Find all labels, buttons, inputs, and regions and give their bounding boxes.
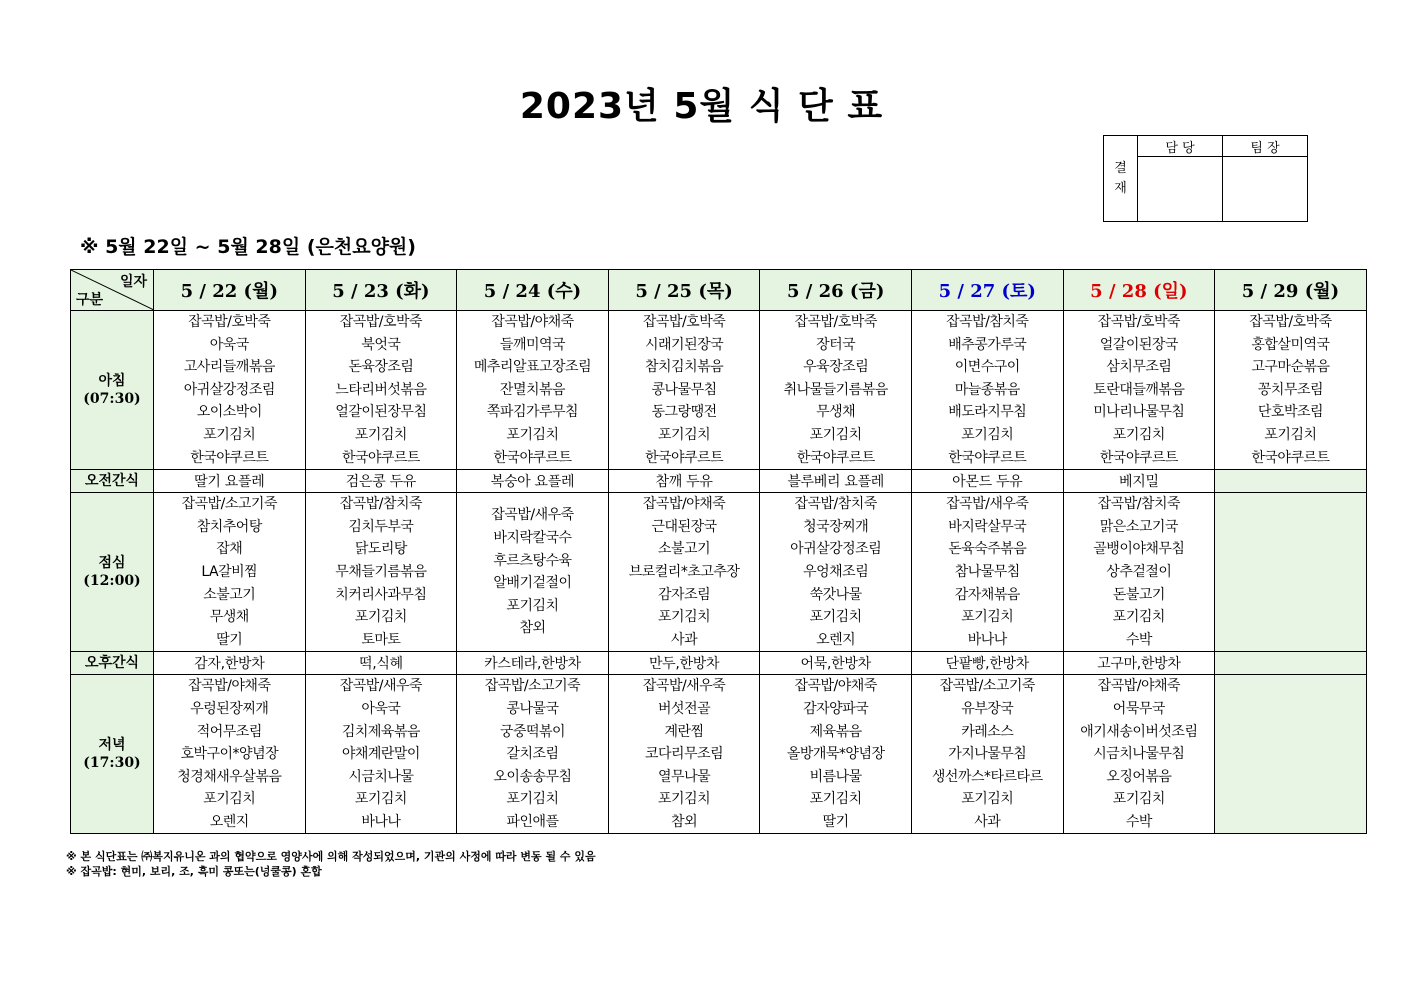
menu-item: 적어무조림 xyxy=(196,723,262,740)
menu-item: 포기김치 xyxy=(354,426,407,443)
menu-item: 참치추어탕 xyxy=(196,518,262,535)
approval-sign-manager[interactable] xyxy=(1138,157,1223,222)
snack-cell: 카스테라,한방차 xyxy=(457,652,609,675)
menu-cell xyxy=(1063,675,1215,834)
menu-cell xyxy=(911,675,1063,834)
menu-item: 애기새송이버섯조림 xyxy=(1080,723,1198,740)
menu-cell xyxy=(305,311,457,470)
menu-item: 치커리사과무침 xyxy=(335,586,427,603)
menu-item: 닭도리탕 xyxy=(354,541,407,558)
meal-time: (17:30) xyxy=(83,755,141,772)
menu-item: 포기김치 xyxy=(1112,609,1165,626)
menu-item: 미나리나물무침 xyxy=(1093,404,1185,421)
menu-item: 포기김치 xyxy=(658,609,711,626)
menu-item: 감자조림 xyxy=(658,586,711,603)
menu-item: 동그랑땡전 xyxy=(651,404,717,421)
menu-item: 딸기 xyxy=(822,813,849,830)
approval-col-leader: 팀 장 xyxy=(1223,136,1308,157)
approval-sign-leader[interactable] xyxy=(1223,157,1308,222)
period-heading: ※ 5월 22일 ~ 5월 28일 (은천요양원) xyxy=(80,236,416,258)
corner-cell xyxy=(71,270,154,311)
snack-cell xyxy=(1215,470,1367,493)
snack-cell: 고구마,한방차 xyxy=(1063,652,1215,675)
menu-item: 쑥갓나물 xyxy=(809,586,862,603)
meal-label-lunch xyxy=(71,493,154,652)
menu-item: 사과 xyxy=(671,631,698,648)
menu-item: 우렁된장찌개 xyxy=(190,700,269,717)
menu-cell xyxy=(1215,311,1367,470)
menu-cell xyxy=(1215,675,1367,834)
menu-item: 잡곡밥/호박죽 xyxy=(794,314,877,330)
approval-label: 결 재 xyxy=(1104,136,1138,222)
menu-item: 잡곡밥/호박죽 xyxy=(1249,314,1332,330)
snack-cell xyxy=(1215,652,1367,675)
menu-item: 청경채새우살볶음 xyxy=(177,768,282,785)
menu-item: 오징어볶음 xyxy=(1106,768,1172,785)
snack-cell: 아몬드 두유 xyxy=(911,470,1063,493)
footnote: ※ 본 식단표는 ㈜복지유니온 과의 협약으로 영양사에 의해 작성되었으며, 기관의 사정에 따라 변동 될 수 있음 xyxy=(66,850,596,863)
snack-cell: 딸기 요플레 xyxy=(154,470,306,493)
menu-item: 콩나물국 xyxy=(506,700,559,717)
snack-cell: 만두,한방차 xyxy=(608,652,760,675)
menu-item: 포기김치 xyxy=(658,426,711,443)
menu-item: 한국야쿠르트 xyxy=(1099,449,1178,466)
menu-item: 브로컬리*초고추장 xyxy=(628,563,740,580)
snack-cell: 참깨 두유 xyxy=(608,470,760,493)
menu-item: 감자채볶음 xyxy=(954,586,1020,603)
day-header-sunday: 5 / 28 (일) xyxy=(1063,270,1215,311)
menu-item: 한국야쿠르트 xyxy=(1251,449,1330,466)
menu-item: 돈육숙주볶음 xyxy=(948,541,1027,558)
menu-item: 장터국 xyxy=(816,336,856,353)
menu-item: 아욱국 xyxy=(209,336,249,353)
menu-item: 소불고기 xyxy=(658,541,711,558)
meal-label-dinner xyxy=(71,675,154,834)
menu-item: 포기김치 xyxy=(506,426,559,443)
menu-item: 잡곡밥/야채죽 xyxy=(188,678,271,695)
menu-item: 콩나물무침 xyxy=(651,381,717,398)
menu-cell xyxy=(305,675,457,834)
menu-item: 후르츠탕수육 xyxy=(493,552,572,569)
menu-item: 토란대들깨볶음 xyxy=(1093,381,1185,398)
day-header: 5 / 25 (목) xyxy=(608,270,760,311)
menu-item: 잡곡밥/호박죽 xyxy=(642,314,726,330)
day-header: 5 / 22 (월) xyxy=(154,270,306,311)
menu-item: 수박 xyxy=(1125,813,1152,830)
corner-category-label: 구분 xyxy=(76,292,104,308)
menu-item: 한국야쿠르트 xyxy=(341,449,420,466)
menu-item: 잡곡밥/참치죽 xyxy=(794,496,877,513)
snack-cell: 복숭아 요플레 xyxy=(457,470,609,493)
menu-item: 감자양파국 xyxy=(803,700,869,717)
menu-item: 홍합살미역국 xyxy=(1251,336,1330,353)
menu-item: 한국야쿠르트 xyxy=(796,449,875,466)
meal-name: 점심 xyxy=(98,555,126,572)
menu-item: 무생채 xyxy=(816,404,856,421)
menu-item: 포기김치 xyxy=(961,791,1014,808)
menu-item: 포기김치 xyxy=(203,426,256,443)
day-header-row xyxy=(71,270,1367,311)
menu-item: 고사리들깨볶음 xyxy=(183,359,275,376)
menu-cell xyxy=(457,675,609,834)
menu-cell xyxy=(305,493,457,652)
menu-item: 잡곡밥/참치죽 xyxy=(339,496,423,513)
footnotes xyxy=(66,849,596,879)
menu-cell xyxy=(608,493,760,652)
menu-item: 무채들기름볶음 xyxy=(335,563,427,580)
menu-item: 참외 xyxy=(671,813,698,830)
menu-item: 잡곡밥/호박죽 xyxy=(1097,314,1181,330)
menu-item: 고구마순볶음 xyxy=(1251,359,1330,376)
menu-cell xyxy=(1215,493,1367,652)
menu-item: 포기김치 xyxy=(1112,791,1165,808)
menu-item: LA갈비찜 xyxy=(201,563,258,580)
meal-name: 저녁 xyxy=(98,737,126,754)
menu-item: 돈육장조림 xyxy=(348,359,414,376)
menu-cell xyxy=(911,493,1063,652)
menu-item: 오렌지 xyxy=(816,631,856,648)
menu-item: 잡채 xyxy=(216,541,243,558)
menu-item: 시금치나물무침 xyxy=(1093,746,1185,763)
menu-cell xyxy=(760,493,912,652)
menu-item: 잡곡밥/소고기죽 xyxy=(484,678,581,695)
menu-item: 잡곡밥/새우죽 xyxy=(491,507,574,524)
meal-label-am-snack: 오전간식 xyxy=(71,470,154,493)
approval-col-manager: 담 당 xyxy=(1138,136,1223,157)
menu-item: 배추콩가루국 xyxy=(948,336,1027,353)
snack-cell: 베지밀 xyxy=(1063,470,1215,493)
menu-item: 사과 xyxy=(974,813,1001,830)
menu-item: 잡곡밥/야채죽 xyxy=(642,496,726,513)
menu-cell xyxy=(457,311,609,470)
menu-item: 어묵무국 xyxy=(1112,700,1165,717)
menu-item: 포기김치 xyxy=(354,609,407,626)
menu-item: 오이송송무침 xyxy=(493,768,572,785)
lunch-row xyxy=(71,493,1367,652)
menu-item: 한국야쿠르트 xyxy=(645,449,724,466)
day-header: 5 / 23 (화) xyxy=(305,270,457,311)
pm-snack-row xyxy=(71,652,1367,675)
menu-item: 잡곡밥/소고기죽 xyxy=(181,496,277,513)
menu-cell xyxy=(760,675,912,834)
menu-cell xyxy=(1063,493,1215,652)
menu-item: 포기김치 xyxy=(961,426,1014,443)
meal-time: (07:30) xyxy=(83,391,141,408)
menu-cell xyxy=(1063,311,1215,470)
menu-item: 오이소박이 xyxy=(196,404,262,421)
menu-item: 잡곡밥/호박죽 xyxy=(339,314,423,330)
menu-item: 궁중떡볶이 xyxy=(499,723,566,740)
menu-item: 아욱국 xyxy=(361,700,401,717)
menu-cell xyxy=(608,675,760,834)
menu-item: 코다리무조림 xyxy=(645,746,724,763)
menu-cell xyxy=(154,675,306,834)
menu-item: 잡곡밥/새우죽 xyxy=(642,678,726,695)
menu-item: 카레소스 xyxy=(961,723,1014,740)
menu-item: 한국야쿠르트 xyxy=(493,449,572,466)
menu-table xyxy=(70,269,1367,834)
menu-item: 얼갈이된장무침 xyxy=(335,404,427,421)
menu-item: 참외 xyxy=(519,620,546,637)
menu-item: 포기김치 xyxy=(961,609,1014,626)
menu-cell xyxy=(608,311,760,470)
menu-item: 올방개묵*양념장 xyxy=(786,746,885,763)
menu-item: 생선까스*타르타르 xyxy=(931,768,1043,785)
menu-item: 포기김치 xyxy=(506,597,559,614)
menu-item: 우육장조림 xyxy=(803,359,869,376)
menu-item: 단호박조림 xyxy=(1257,404,1324,421)
menu-item: 우엉채조림 xyxy=(803,563,869,580)
menu-item: 아귀살강정조림 xyxy=(790,541,882,558)
menu-item: 포기김치 xyxy=(658,791,711,808)
menu-item: 계란찜 xyxy=(664,723,704,740)
menu-item: 마늘종볶음 xyxy=(954,381,1020,398)
menu-item: 제육볶음 xyxy=(809,723,862,740)
snack-cell: 검은콩 두유 xyxy=(305,470,457,493)
menu-item: 들깨미역국 xyxy=(499,336,566,353)
menu-item: 이면수구이 xyxy=(954,359,1020,376)
menu-item: 북엇국 xyxy=(361,336,401,353)
menu-item: 포기김치 xyxy=(203,791,256,808)
menu-item: 무생채 xyxy=(209,609,249,626)
menu-item: 참나물무침 xyxy=(954,563,1020,580)
menu-item: 잡곡밥/참치죽 xyxy=(1097,496,1181,513)
menu-item: 바나나 xyxy=(967,631,1007,648)
menu-item: 돈불고기 xyxy=(1112,586,1165,603)
menu-cell xyxy=(154,311,306,470)
day-header-saturday: 5 / 27 (토) xyxy=(911,270,1063,311)
menu-item: 포기김치 xyxy=(1112,426,1165,443)
snack-cell: 블루베리 요플레 xyxy=(760,470,912,493)
day-header: 5 / 29 (월) xyxy=(1215,270,1367,311)
menu-item: 근대된장국 xyxy=(651,518,717,535)
menu-item: 유부장국 xyxy=(961,700,1014,717)
menu-item: 잡곡밥/새우죽 xyxy=(946,496,1029,513)
menu-item: 비름나물 xyxy=(809,768,862,785)
footnote: ※ 잡곡밥: 현미, 보리, 조, 흑미 콩또는(넝쿨콩) 혼합 xyxy=(66,865,322,878)
menu-item: 바지락칼국수 xyxy=(493,530,572,547)
meal-time: (12:00) xyxy=(83,573,141,590)
menu-item: 꽁치무조림 xyxy=(1257,381,1324,398)
menu-item: 갈치조림 xyxy=(506,746,559,763)
menu-item: 맑은소고기국 xyxy=(1099,518,1178,535)
menu-item: 잡곡밥/호박죽 xyxy=(188,314,271,330)
menu-item: 취나물들기름볶음 xyxy=(783,381,888,398)
menu-item: 딸기 xyxy=(216,631,243,648)
menu-item: 포기김치 xyxy=(506,791,559,808)
menu-item: 한국야쿠르트 xyxy=(948,449,1027,466)
menu-item: 시금치나물 xyxy=(348,768,414,785)
menu-item: 포기김치 xyxy=(354,791,407,808)
menu-cell xyxy=(457,493,609,652)
menu-item: 청국장찌개 xyxy=(803,518,869,535)
snack-cell: 단팥빵,한방차 xyxy=(911,652,1063,675)
menu-item: 야채계란말이 xyxy=(341,746,420,763)
menu-item: 삼치무조림 xyxy=(1106,359,1172,376)
menu-item: 잡곡밥/소고기죽 xyxy=(939,678,1035,695)
day-header: 5 / 26 (금) xyxy=(760,270,912,311)
menu-item: 포기김치 xyxy=(809,791,862,808)
menu-item: 파인애플 xyxy=(506,813,559,830)
menu-cell xyxy=(911,311,1063,470)
menu-item: 골뱅이야채무침 xyxy=(1093,541,1185,558)
menu-item: 아귀살강정조림 xyxy=(183,381,275,398)
menu-item: 시래기된장국 xyxy=(645,336,724,353)
menu-item: 잡곡밥/참치죽 xyxy=(946,314,1029,330)
snack-cell: 떡,식혜 xyxy=(305,652,457,675)
menu-item: 잡곡밥/야채죽 xyxy=(1097,678,1181,695)
menu-item: 수박 xyxy=(1125,631,1152,648)
menu-item: 열무나물 xyxy=(658,768,711,785)
menu-item: 바나나 xyxy=(361,813,401,830)
menu-item: 배도라지무침 xyxy=(948,404,1027,421)
menu-cell xyxy=(154,493,306,652)
menu-item: 얼갈이된장국 xyxy=(1099,336,1178,353)
snack-cell: 감자,한방차 xyxy=(154,652,306,675)
menu-item: 알배기겉절이 xyxy=(493,575,572,592)
menu-item: 버섯전골 xyxy=(658,700,711,717)
menu-item: 소불고기 xyxy=(203,586,256,603)
menu-item: 포기김치 xyxy=(809,426,862,443)
menu-item: 포기김치 xyxy=(1264,426,1317,443)
menu-item: 느타리버섯볶음 xyxy=(335,381,427,398)
menu-item: 메추리알표고장조림 xyxy=(473,359,592,376)
menu-item: 김치제육볶음 xyxy=(341,723,420,740)
menu-cell xyxy=(760,311,912,470)
menu-item: 잡곡밥/새우죽 xyxy=(339,678,423,695)
approval-box xyxy=(1103,135,1308,222)
menu-item: 바지락살무국 xyxy=(948,518,1027,535)
day-header: 5 / 24 (수) xyxy=(457,270,609,311)
menu-item: 잡곡밥/야채죽 xyxy=(491,314,574,330)
menu-item: 김치두부국 xyxy=(348,518,414,535)
menu-item: 호박구이*양념장 xyxy=(180,746,279,763)
menu-item: 포기김치 xyxy=(809,609,862,626)
menu-item: 가지나물무침 xyxy=(948,746,1027,763)
menu-item: 오렌지 xyxy=(209,813,249,830)
dinner-row xyxy=(71,675,1367,834)
menu-item: 쪽파김가루무침 xyxy=(486,404,579,421)
menu-item: 토마토 xyxy=(361,631,401,648)
meal-label-pm-snack: 오후간식 xyxy=(71,652,154,675)
snack-cell: 어묵,한방차 xyxy=(760,652,912,675)
am-snack-row xyxy=(71,470,1367,493)
page-title: 2023년 5월 식 단 표 xyxy=(519,86,884,127)
menu-item: 상추겉절이 xyxy=(1106,563,1172,580)
menu-item: 한국야쿠르트 xyxy=(190,449,269,466)
corner-date-label: 일자 xyxy=(119,274,147,290)
meal-label-breakfast xyxy=(71,311,154,470)
breakfast-row xyxy=(71,311,1367,470)
meal-name: 아침 xyxy=(98,373,126,390)
menu-item: 잡곡밥/야채죽 xyxy=(794,678,877,695)
menu-item: 참치김치볶음 xyxy=(645,359,724,376)
menu-item: 잔멸치볶음 xyxy=(499,381,566,398)
